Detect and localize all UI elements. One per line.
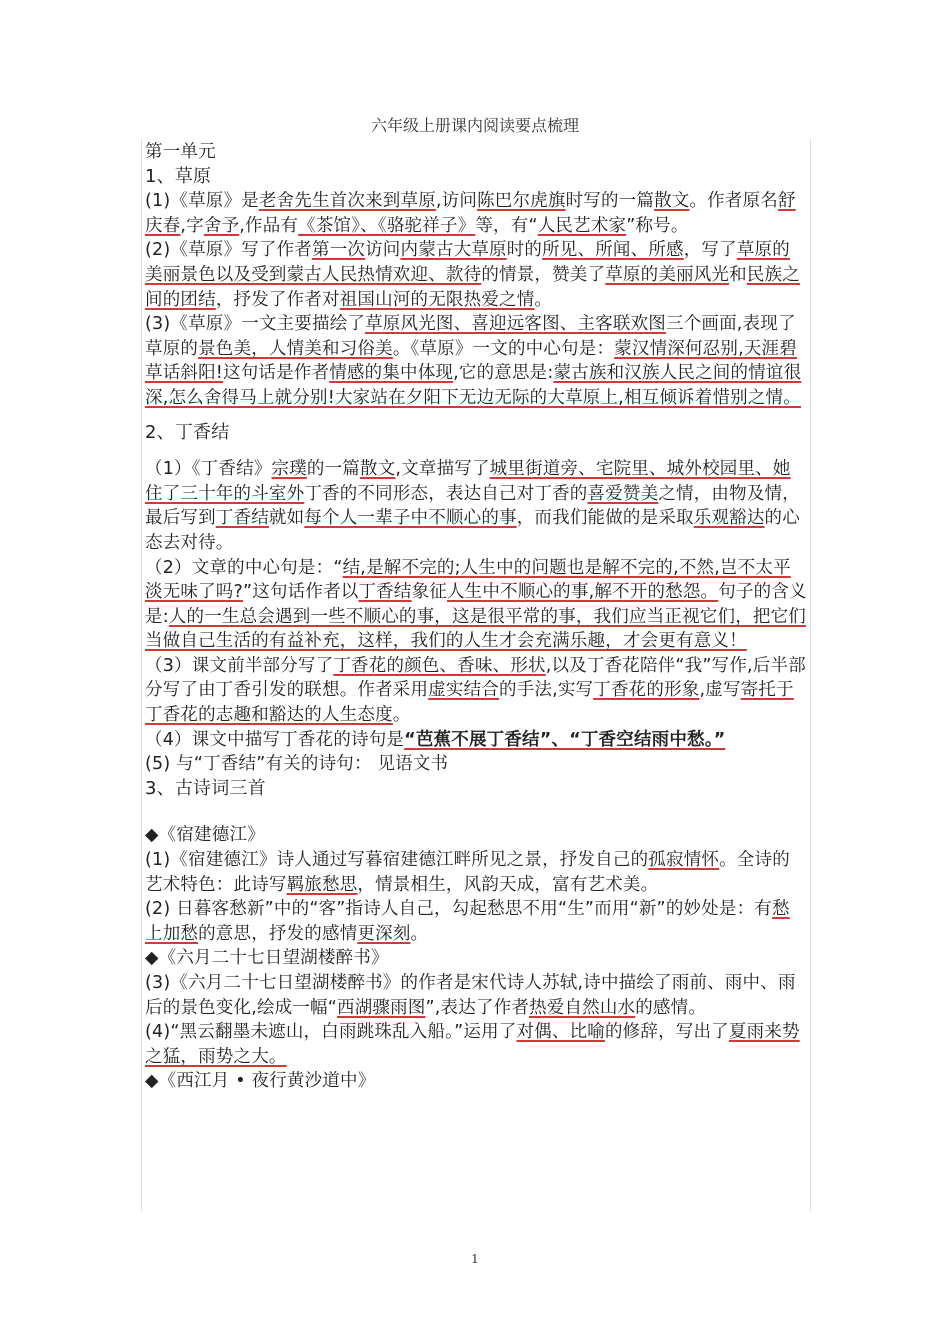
text-run: 象征 bbox=[411, 582, 447, 603]
underlined-answer: 虚实结合 bbox=[428, 680, 500, 701]
text-run: 三个画面,表现了草原的 bbox=[145, 314, 796, 359]
text-run: 和 bbox=[729, 264, 747, 285]
text-run: 的修辞，写出了 bbox=[604, 1022, 729, 1043]
text-run: 的一篇 bbox=[306, 459, 360, 480]
text-run: ,字 bbox=[180, 215, 204, 236]
underlined-answer: 人生中不顺心的事,解不开的愁怨。 bbox=[446, 582, 719, 603]
paragraph bbox=[145, 752, 807, 777]
paragraph bbox=[145, 897, 807, 946]
paragraph bbox=[145, 1020, 807, 1069]
underlined-answer: 所见、所闻、所感 bbox=[542, 240, 684, 261]
text-run: 句子的含义是: bbox=[145, 582, 807, 627]
underlined-answer: 蒙汉情深何忍别,天涯碧草话斜阳! bbox=[145, 338, 797, 384]
paragraph bbox=[145, 457, 807, 555]
section-heading-gushici: 3、古诗词三首 bbox=[145, 777, 266, 799]
text-run: 的手法,实写 bbox=[499, 680, 594, 701]
document-title: 六年级上册课内阅读要点梳理 bbox=[370, 116, 579, 135]
underlined-answer: 孤寂情怀 bbox=[648, 850, 720, 871]
underlined-answer: 人民艺术家 bbox=[537, 215, 627, 236]
spacer bbox=[145, 411, 807, 421]
underlined-answer: 夏雨来势之猛，雨势之大。 bbox=[145, 1022, 800, 1067]
document-body bbox=[145, 140, 807, 1094]
text-run: 就如 bbox=[268, 508, 305, 529]
underlined-answer: 第一次 bbox=[312, 240, 366, 261]
paragraph bbox=[145, 238, 807, 312]
text-run: ，抒发了作者对 bbox=[215, 289, 340, 310]
paragraph bbox=[145, 654, 807, 728]
text-run: 。作者原名 bbox=[689, 191, 778, 212]
underlined-answer: 热爱自然山水 bbox=[529, 997, 636, 1018]
text-run: 的感情。 bbox=[635, 997, 707, 1018]
text-run: (2) 日暮客愁新”中的“客”指诗人自己，勾起愁思不用“生”而用“新”的妙处是：有 bbox=[145, 899, 773, 920]
paragraph bbox=[145, 556, 807, 654]
underlined-answer: 草原的美丽风光 bbox=[605, 264, 730, 285]
underlined-answer: 羁旅愁思 bbox=[286, 874, 358, 895]
text-run: 时写的一篇 bbox=[565, 191, 655, 212]
text-run: ,文章描写了 bbox=[395, 459, 490, 480]
underlined-answer: 舍予 bbox=[203, 215, 240, 236]
underlined-answer: 散文 bbox=[360, 459, 396, 480]
underlined-answer: 喜爱赞美 bbox=[587, 483, 659, 504]
text-run: ,它的意思是: bbox=[453, 363, 554, 384]
underlined-answer: 祖国山河的无限热爱之情 bbox=[339, 289, 535, 310]
text-run: 。全诗的艺术特色：此诗写 bbox=[145, 850, 790, 895]
text-run: (1)《宿建德江》诗人通过写暮宿建德江畔所见之景，抒发自己的 bbox=[145, 850, 649, 871]
section-heading-dingxiangjie: 2、丁香结 bbox=[145, 421, 230, 443]
underlined-answer: 草原风光图、喜迎远客图、主客联欢图 bbox=[365, 314, 666, 335]
paragraph bbox=[145, 728, 807, 753]
underlined-answer: 蒙古族和汉族人民之间的情谊很深,怎么舍得马上就分别!大家站在夕阳下无边无际的大草原上,相互倾诉着惜别之情。 bbox=[145, 363, 802, 408]
underlined-answer: 丁香结 bbox=[358, 582, 412, 603]
paragraph bbox=[145, 312, 807, 410]
underlined-answer: 景色美，人情美和习俗美 bbox=[198, 338, 393, 359]
text-run: (3)《草原》一文主要描绘了 bbox=[145, 314, 366, 335]
underlined-answer: 结,是解不完的;人生中的问题也是解不完的,不然,岂不太平淡无味了吗? bbox=[145, 557, 791, 603]
underlined-answer: 城里街道旁、宅院里、城外校园里、她住了三十年的斗室外 bbox=[145, 459, 791, 504]
poem-title: ◆《六月二十七日望湖楼醉书》 bbox=[145, 948, 389, 969]
text-run: （1）《丁香结》 bbox=[145, 459, 272, 480]
spacer bbox=[145, 445, 807, 457]
section-heading-caoyuan: 1、草原 bbox=[145, 165, 212, 187]
text-run: 的情景，赞美了 bbox=[481, 264, 606, 285]
underlined-answer: 散文 bbox=[654, 191, 690, 212]
text-run: 这句话是作者 bbox=[223, 363, 330, 384]
text-run: 。 bbox=[410, 923, 429, 944]
text-run: (4)“黑云翻墨未遮山，白雨跳珠乱入船。”运用了 bbox=[145, 1022, 517, 1043]
underlined-answer: 老舍先生首次来到草原 bbox=[258, 191, 436, 212]
underlined-answer: 舒庆春 bbox=[145, 191, 796, 236]
underlined-answer: 丁香花的形象 bbox=[593, 680, 700, 701]
paragraph bbox=[145, 189, 807, 238]
underlined-answer: 《茶馆》、《骆驼祥子》 bbox=[298, 215, 476, 236]
underlined-answer: 内蒙古大草原 bbox=[400, 240, 507, 261]
text-run: （4）课文中描写丁香花的诗句是 bbox=[145, 729, 405, 750]
text-run: （3）课文前半部分写了 bbox=[145, 655, 334, 676]
paragraph bbox=[145, 848, 807, 897]
text-run: 丁香的不同形态，表达自己对丁香的 bbox=[304, 483, 588, 504]
text-run: ,访问 bbox=[435, 191, 478, 212]
text-run: ,作品有 bbox=[239, 215, 299, 236]
unit-heading: 第一单元 bbox=[145, 142, 216, 162]
poem-title: ◆《宿建德江》 bbox=[145, 825, 265, 846]
text-run: 访问 bbox=[365, 240, 401, 261]
underlined-answer: 陈巴尔虎旗 bbox=[477, 191, 566, 212]
text-run: 时的 bbox=[506, 240, 543, 261]
underlined-answer: 人的一生总会遇到一些不顺心的事，这是很平常的事，我们应当正视它们，把它们当做自己生活的有益补充，这样，我们的人生才会充满乐趣，才会更有意义！ bbox=[145, 606, 806, 652]
underlined-answer: 丁香结 bbox=[215, 508, 269, 529]
text-run: ，而我们能做的是采取 bbox=[516, 508, 694, 529]
text-run: ”称号。 bbox=[626, 215, 689, 236]
paragraph bbox=[145, 971, 807, 1020]
text-run: 的心态去对待。 bbox=[145, 508, 800, 553]
text-run: ，情景相生，风韵天成，富有艺术美。 bbox=[357, 874, 659, 895]
text-run: 之情，由物及情，最后写到 bbox=[145, 483, 800, 529]
text-run: 。《草原》一文的中心句是： bbox=[392, 338, 615, 359]
underlined-answer: 更深刻 bbox=[357, 923, 411, 944]
underlined-answer: 寄托于丁香花的志趣和豁达的人生态度 bbox=[145, 680, 794, 726]
text-run: ，写了 bbox=[683, 240, 737, 261]
underlined-answer: 对偶、比喻 bbox=[516, 1022, 605, 1043]
text-run: (2)《草原》写了作者 bbox=[145, 240, 312, 261]
text-run: (5) 与“丁香结”有关的诗句： 见语文书 bbox=[145, 754, 449, 775]
underlined-answer: 每个人一辈子中不顺心的事 bbox=[304, 508, 517, 529]
spacer bbox=[145, 801, 807, 823]
underlined-answer: 情感的集中体现 bbox=[329, 363, 454, 384]
underlined-answer: 西湖骤雨图 bbox=[337, 997, 426, 1018]
text-run: (1)《草原》是 bbox=[145, 191, 259, 212]
text-run: 等，有“ bbox=[475, 215, 538, 236]
poem-title: ◆《西江月 • 夜行黄沙道中》 bbox=[145, 1071, 376, 1092]
text-run: 的意思，抒发的感情 bbox=[198, 923, 358, 944]
text-run: (3)《六月二十七日望湖楼醉书》的作者是宋代诗人苏轼,诗中描绘了雨前、雨中、雨后的景色变化,绘成一幅“ bbox=[145, 973, 796, 1018]
underlined-answer: 丁香花的颜色、香味、形状 bbox=[333, 655, 546, 676]
underlined-answer: 宗璞 bbox=[271, 459, 307, 480]
text-run: ”这句话作者以 bbox=[243, 582, 359, 603]
text-run: （2）文章的中心句是：“ bbox=[145, 557, 343, 578]
underlined-answer: 乐观豁达 bbox=[693, 508, 765, 529]
text-run: 。 bbox=[392, 705, 411, 726]
underlined-answer: 愁上加愁 bbox=[145, 899, 790, 944]
text-run: ,以及丁香花陪伴“我”写作,后半部分写了由丁香引发的联想。作者采用 bbox=[145, 655, 806, 701]
text-run: ,虚写 bbox=[699, 680, 741, 701]
underlined-answer: 民族之间的团结 bbox=[145, 264, 800, 310]
underlined-answer: “芭蕉不展丁香结”、“丁香空结雨中愁。” bbox=[404, 729, 726, 750]
underlined-answer: 草原的美丽景色以及受到蒙古人民热情欢迎、款待 bbox=[145, 240, 790, 285]
text-run: ”,表达了作者 bbox=[425, 997, 530, 1018]
page-number: 1 bbox=[471, 1252, 479, 1266]
text-run: 。 bbox=[534, 289, 553, 310]
